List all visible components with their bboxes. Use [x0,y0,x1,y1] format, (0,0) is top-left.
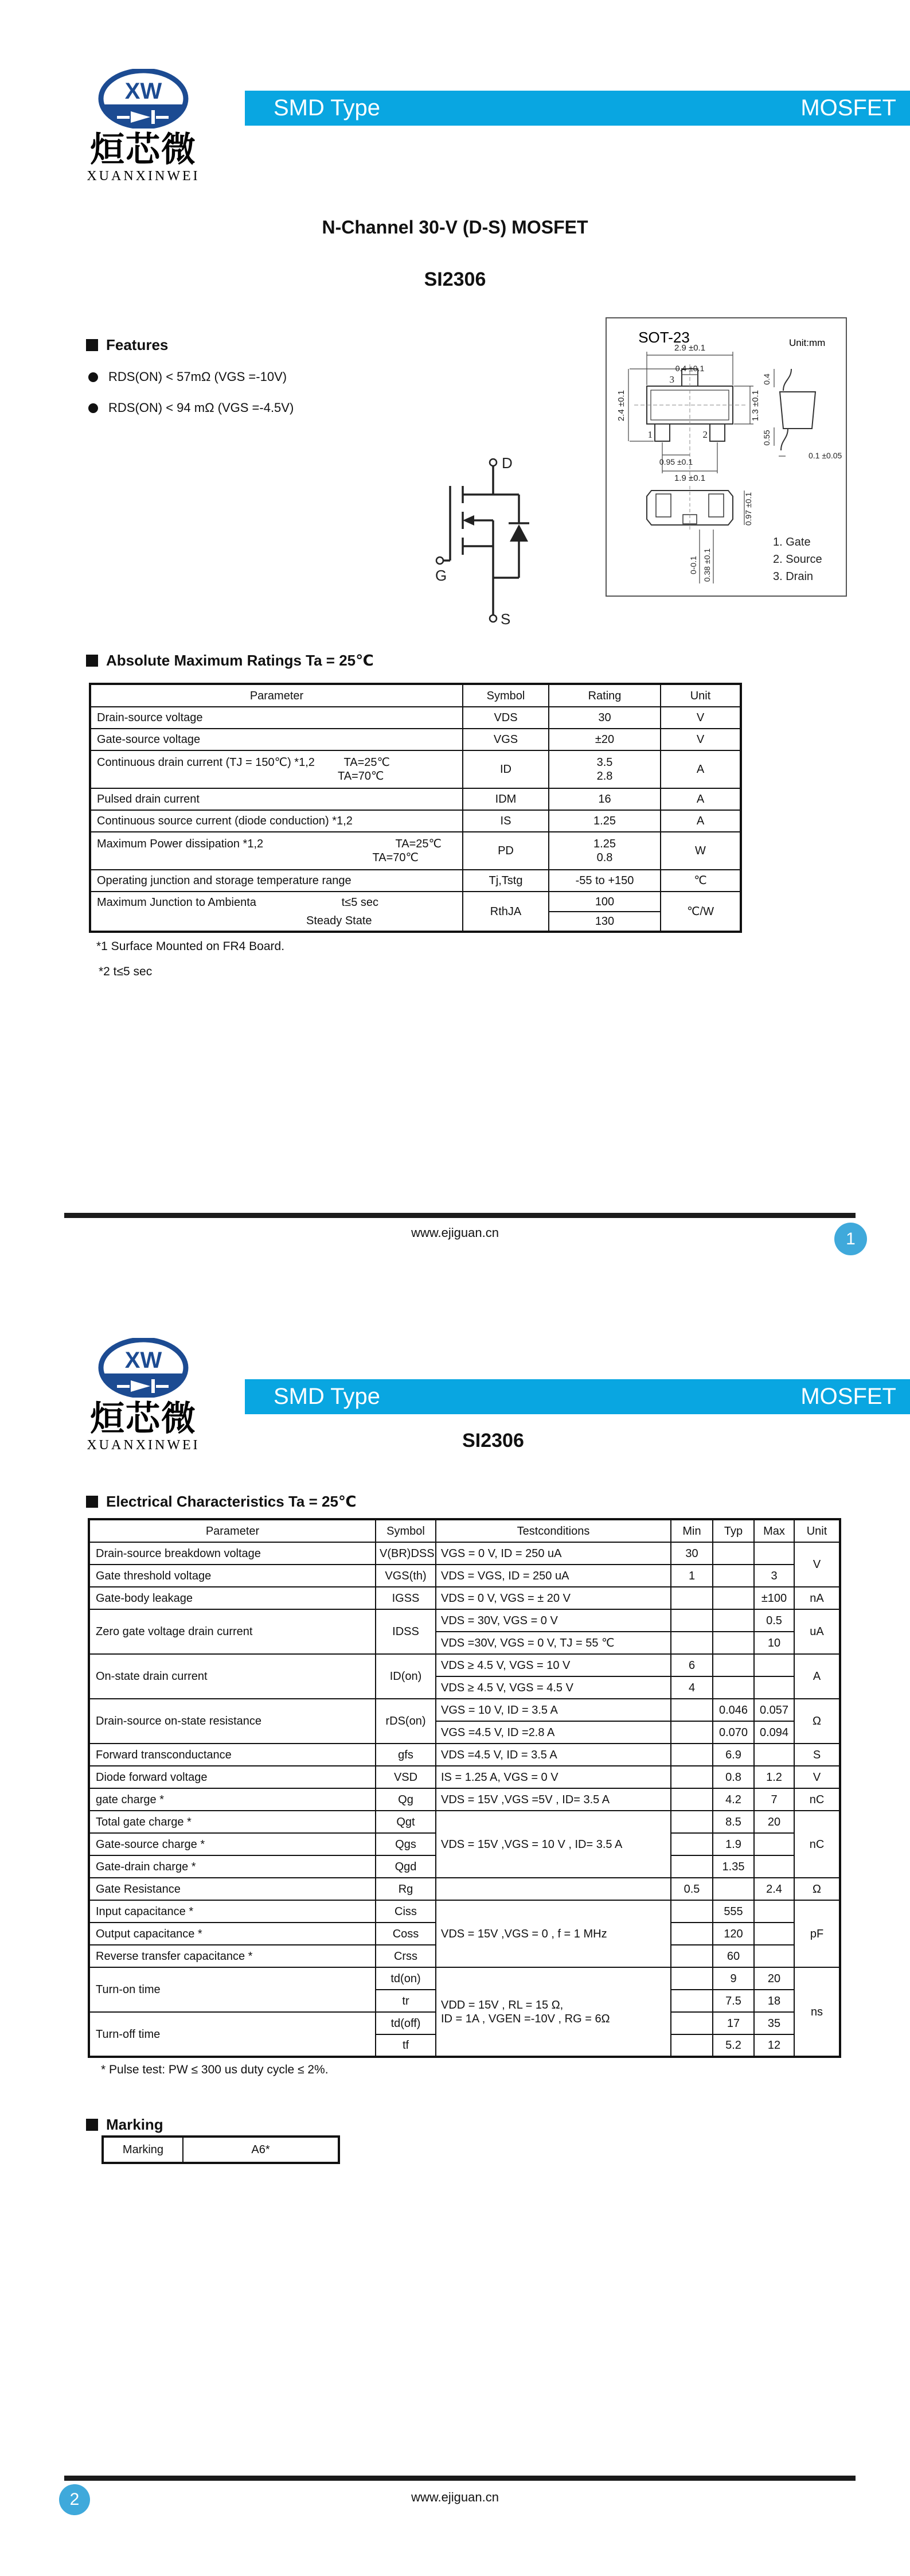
cell: 2.4 [754,1878,794,1900]
cell: RthJA [463,892,549,932]
cell: 100 [549,892,661,912]
abs-max-ratings-table [89,683,742,933]
cell: Total gate charge * [89,1811,376,1833]
circle-bullet-icon [88,372,98,382]
dim-pin-span: 1.9 ±0.1 [674,473,706,483]
col-header: Rating [549,684,661,707]
cell: Qg [376,1788,436,1811]
cell: 6.9 [713,1744,754,1766]
dim-body-width: 2.9 ±0.1 [674,343,706,353]
cell: Reverse transfer capacitance * [89,1945,376,1967]
col-header: Symbol [463,684,549,707]
package-name-label: SOT-23 [638,329,690,346]
cell: ℃/W [661,892,741,932]
cell: Continuous drain current (TJ = 150℃) *1,2 TA=25℃ TA=70℃ [90,750,463,788]
cell [713,1609,754,1632]
square-bullet-icon [86,339,98,351]
cell: 5.2 [713,2034,754,2057]
part-number: SI2306 [462,1430,524,1452]
cell [671,1609,713,1632]
cell: pF [794,1900,840,1967]
cell: ns [794,1967,840,2057]
cell: rDS(on) [376,1699,436,1744]
dim-side-height: 0.97 ±0.1 [744,492,753,526]
table-header-row [90,684,741,707]
cell: 1.25 [549,810,661,832]
brand-logo [97,69,189,129]
cell: S [794,1744,840,1766]
footnote: *2 t≤5 sec [99,965,153,978]
cell: Input capacitance * [89,1900,376,1923]
cell: 0.5 [754,1609,794,1632]
cell: 35 [754,2012,794,2034]
cell [754,1945,794,1967]
cell: tf [376,2034,436,2057]
cell: VGS = 10 V, ID = 3.5 A [436,1699,671,1721]
cell: Ω [794,1878,840,1900]
cell: gfs [376,1744,436,1766]
cell: VSD [376,1766,436,1788]
package-drawing [607,318,846,596]
cell: 20 [754,1811,794,1833]
cell [754,1542,794,1565]
cell: 4.2 [713,1788,754,1811]
cell: VDD = 15V , RL = 15 Ω, ID = 1A , VGEN =-10V , RG = 6Ω [436,1967,671,2057]
cell: VDS =30V, VGS = 0 V, TJ = 55 ℃ [436,1632,671,1654]
cell: 0.8 [713,1766,754,1788]
cell: 6 [671,1654,713,1676]
dim-pin-pitch: 0.95 ±0.1 [659,457,693,466]
cell [754,1900,794,1923]
table-row [89,1967,840,1990]
cell: ID(on) [376,1654,436,1699]
cell: 130 [549,912,661,932]
col-header: Max [754,1519,794,1542]
cell: Maximum Power dissipation *1,2 TA=25℃ TA=70℃ [90,832,463,870]
cell: IGSS [376,1587,436,1609]
table-row [89,1542,840,1565]
footer-url: www.ejiguan.cn [411,1225,499,1240]
cell: 17 [713,2012,754,2034]
cell: Gate threshold voltage [89,1565,376,1587]
dim-lead-bottom: 0.55 [762,430,771,446]
col-header: Unit [794,1519,840,1542]
cell: Gate-body leakage [89,1587,376,1609]
cell: 12 [754,2034,794,2057]
square-bullet-icon [86,655,98,667]
cell: Crss [376,1945,436,1967]
cell: Operating junction and storage temperature range [90,870,463,892]
cell: 18 [754,1990,794,2012]
square-bullet-icon [86,2119,98,2131]
dim-standoff: 0-0.1 [689,556,698,574]
col-header: Typ [713,1519,754,1542]
pin-label-g: G [435,567,447,584]
cell [671,1699,713,1721]
cell: 0.094 [754,1721,794,1744]
cell [713,1565,754,1587]
table-row [89,1565,840,1587]
cell: Drain-source voltage [90,707,463,729]
table-row [90,892,741,912]
cell: IS [463,810,549,832]
cell [671,1721,713,1744]
cell: Turn-off time [89,2012,376,2057]
cell [671,2034,713,2057]
cell: 1 [671,1565,713,1587]
brand-logo [97,1338,189,1398]
table-row [89,1587,840,1609]
cell: Coss [376,1923,436,1945]
cell: Turn-on time [89,1967,376,2012]
dim-overall-height: 2.4 ±0.1 [616,390,626,422]
table-row [90,870,741,892]
pin-label-s: S [501,610,511,628]
cell: Continuous source current (diode conduction) *1,2 [90,810,463,832]
cell [754,1654,794,1676]
cell: tr [376,1990,436,2012]
cell: 4 [671,1676,713,1699]
cell: 20 [754,1967,794,1990]
cell [713,1542,754,1565]
cell [713,1878,754,1900]
dim-lead-top: 0.4 [762,373,771,385]
cell [671,1855,713,1878]
cell: 30 [549,707,661,729]
cell [713,1654,754,1676]
cell: nC [794,1788,840,1811]
col-header: Parameter [90,684,463,707]
pin-legend-gate: 1. Gate [773,536,811,548]
table-row [90,707,741,729]
cell: 120 [713,1923,754,1945]
cell: uA [794,1609,840,1654]
cell [671,1788,713,1811]
cell: 9 [713,1967,754,1990]
cell: VGS = 0 V, ID = 250 uA [436,1542,671,1565]
cell: VDS = 15V ,VGS = 0 , f = 1 MHz [436,1900,671,1967]
pin1-number: 1 [647,429,653,440]
cell: VDS =4.5 V, ID = 3.5 A [436,1744,671,1766]
cell: ℃ [661,870,741,892]
cell: V(BR)DSS [376,1542,436,1565]
pin-legend-source: 2. Source [773,553,822,566]
feature-item: RDS(ON) < 57mΩ (VGS =-10V) [88,369,287,384]
cell: td(off) [376,2012,436,2034]
cell [713,1587,754,1609]
cell: Qgt [376,1811,436,1833]
cell [713,1676,754,1699]
cell: ±100 [754,1587,794,1609]
cell: 60 [713,1945,754,1967]
cell: td(on) [376,1967,436,1990]
table-row [89,1811,840,1833]
cell: -55 to +150 [549,870,661,892]
col-header: Parameter [89,1519,376,1542]
logo-letters: XW [124,79,162,104]
col-header: Testconditions [436,1519,671,1542]
logo-letters: XW [124,1348,162,1373]
cell: Ω [794,1699,840,1744]
footnote: * Pulse test: PW ≤ 300 us duty cycle ≤ 2%. [101,2063,329,2076]
footnote: *1 Surface Mounted on FR4 Board. [96,940,285,953]
cell [436,1878,671,1900]
cell: Marking [103,2137,183,2163]
cell: V [661,707,741,729]
cell: Maximum Junction to Ambienta t≤5 sec Steady State [90,892,463,932]
header-banner [245,1379,910,1414]
cell [671,1945,713,1967]
cell: VDS = VGS, ID = 250 uA [436,1565,671,1587]
cell: VDS = 30V, VGS = 0 V [436,1609,671,1632]
marking-heading: Marking [86,2116,163,2134]
cell [754,1923,794,1945]
unit-label: Unit:mm [789,337,826,348]
cell: Drain-source on-state resistance [89,1699,376,1744]
cell: IDSS [376,1609,436,1654]
cell: Rg [376,1878,436,1900]
page-badge: 2 [59,2484,90,2515]
marking-table [101,2135,340,2164]
table-row [89,1878,840,1900]
header-banner [245,91,910,126]
cell: 30 [671,1542,713,1565]
cell: 0.046 [713,1699,754,1721]
cell: 16 [549,788,661,810]
cell: VDS = 0 V, VGS = ± 20 V [436,1587,671,1609]
cell: VDS ≥ 4.5 V, VGS = 10 V [436,1654,671,1676]
cell [671,1744,713,1766]
cell: VDS = 15V ,VGS =5V , ID= 3.5 A [436,1788,671,1811]
col-header: Min [671,1519,713,1542]
features-heading: Features [86,336,168,354]
cell: PD [463,832,549,870]
pin-legend-drain: 3. Drain [773,570,814,583]
cell: Qgs [376,1833,436,1855]
cell [671,1990,713,2012]
cell: Output capacitance * [89,1923,376,1945]
table-row [90,810,741,832]
cell: nC [794,1811,840,1878]
table-row [90,832,741,870]
brand-name-en: XUANXINWEI [87,1438,200,1453]
col-header: Symbol [376,1519,436,1542]
dim-lead-thickness: 0.1 ±0.05 [809,451,842,460]
square-bullet-icon [86,1496,98,1508]
table-row [89,1609,840,1632]
dim-foot-width: 0.38 ±0.1 [702,548,712,582]
cell [754,1855,794,1878]
dim-body-height: 1.3 ±0.1 [751,390,760,422]
table-row [89,1766,840,1788]
pin2-number: 2 [702,429,708,440]
col-header: Unit [661,684,741,707]
cell: VDS [463,707,549,729]
amr-heading: Absolute Maximum Ratings Ta = 25℃ [86,652,374,670]
cell: Gate-source charge * [89,1833,376,1855]
cell: 0.070 [713,1721,754,1744]
pin3-number: 3 [669,374,674,385]
cell: 3.5 2.8 [549,750,661,788]
table-row [89,1699,840,1721]
page-badge: 1 [834,1223,867,1255]
cell: Diode forward voltage [89,1766,376,1788]
dim-pin-width: 0.4 ±0.1 [675,364,705,373]
cell: IDM [463,788,549,810]
part-number: SI2306 [424,269,486,290]
cell: 1.2 [754,1766,794,1788]
cell: V [661,729,741,750]
banner-right-label: MOSFET [800,1384,896,1409]
cell: V [794,1766,840,1788]
cell: A [661,810,741,832]
cell [671,1811,713,1833]
cell: Forward transconductance [89,1744,376,1766]
cell: 10 [754,1632,794,1654]
cell [671,2012,713,2034]
circle-bullet-icon [88,403,98,413]
cell: 8.5 [713,1811,754,1833]
cell [671,1923,713,1945]
page-title: N-Channel 30-V (D-S) MOSFET [322,217,588,238]
table-header-row [89,1519,840,1542]
cell: ±20 [549,729,661,750]
cell: 0.057 [754,1699,794,1721]
cell: V [794,1542,840,1587]
cell: A6* [183,2137,339,2163]
table-row [90,729,741,750]
table-row [90,788,741,810]
cell [754,1833,794,1855]
brand-name-cn: 烜芯微 [90,1399,197,1438]
cell [671,1766,713,1788]
cell: 555 [713,1900,754,1923]
cell: 3 [754,1565,794,1587]
cell: VDS ≥ 4.5 V, VGS = 4.5 V [436,1676,671,1699]
brand-name-en: XUANXINWEI [87,169,200,184]
cell: Qgd [376,1855,436,1878]
cell: IS = 1.25 A, VGS = 0 V [436,1766,671,1788]
cell: 7.5 [713,1990,754,2012]
cell: VGS [463,729,549,750]
table-row [90,750,741,788]
cell: VDS = 15V ,VGS = 10 V , ID= 3.5 A [436,1811,671,1878]
ec-heading: Electrical Characteristics Ta = 25℃ [86,1493,356,1511]
table-row [89,1744,840,1766]
cell: Drain-source breakdown voltage [89,1542,376,1565]
package-outline-box [606,317,847,597]
cell: Gate-source voltage [90,729,463,750]
cell: gate charge * [89,1788,376,1811]
table-row [89,1788,840,1811]
cell: A [661,750,741,788]
cell: 1.9 [713,1833,754,1855]
cell: ID [463,750,549,788]
cell: Pulsed drain current [90,788,463,810]
table-row [89,1654,840,1676]
feature-item: RDS(ON) < 94 mΩ (VGS =-4.5V) [88,400,294,415]
cell: A [661,788,741,810]
table-row [103,2137,339,2163]
cell: Tj,Tstg [463,870,549,892]
footer-divider [64,2476,856,2481]
cell [671,1900,713,1923]
cell [754,1676,794,1699]
cell: VGS =4.5 V, ID =2.8 A [436,1721,671,1744]
table-row [89,1900,840,1923]
cell [754,1744,794,1766]
cell: W [661,832,741,870]
banner-left-label: SMD Type [274,95,380,120]
cell [671,1833,713,1855]
footer-divider [64,1213,856,1218]
cell [671,1632,713,1654]
cell: A [794,1654,840,1699]
cell: Gate-drain charge * [89,1855,376,1878]
cell: VGS(th) [376,1565,436,1587]
cell: Zero gate voltage drain current [89,1609,376,1654]
cell: On-state drain current [89,1654,376,1699]
banner-left-label: SMD Type [274,1384,380,1409]
cell: nA [794,1587,840,1609]
cell: 1.25 0.8 [549,832,661,870]
brand-block [80,69,206,184]
cell [671,1967,713,1990]
electrical-characteristics-table [88,1518,841,2058]
cell: 1.35 [713,1855,754,1878]
cell: 7 [754,1788,794,1811]
cell: Ciss [376,1900,436,1923]
mosfet-symbol [433,454,553,641]
cell: 0.5 [671,1878,713,1900]
pin-label-d: D [502,454,513,472]
cell [713,1632,754,1654]
cell [671,1587,713,1609]
footer-url: www.ejiguan.cn [411,2490,499,2504]
banner-right-label: MOSFET [800,95,896,120]
cell: Gate Resistance [89,1878,376,1900]
brand-name-cn: 烜芯微 [90,130,197,169]
